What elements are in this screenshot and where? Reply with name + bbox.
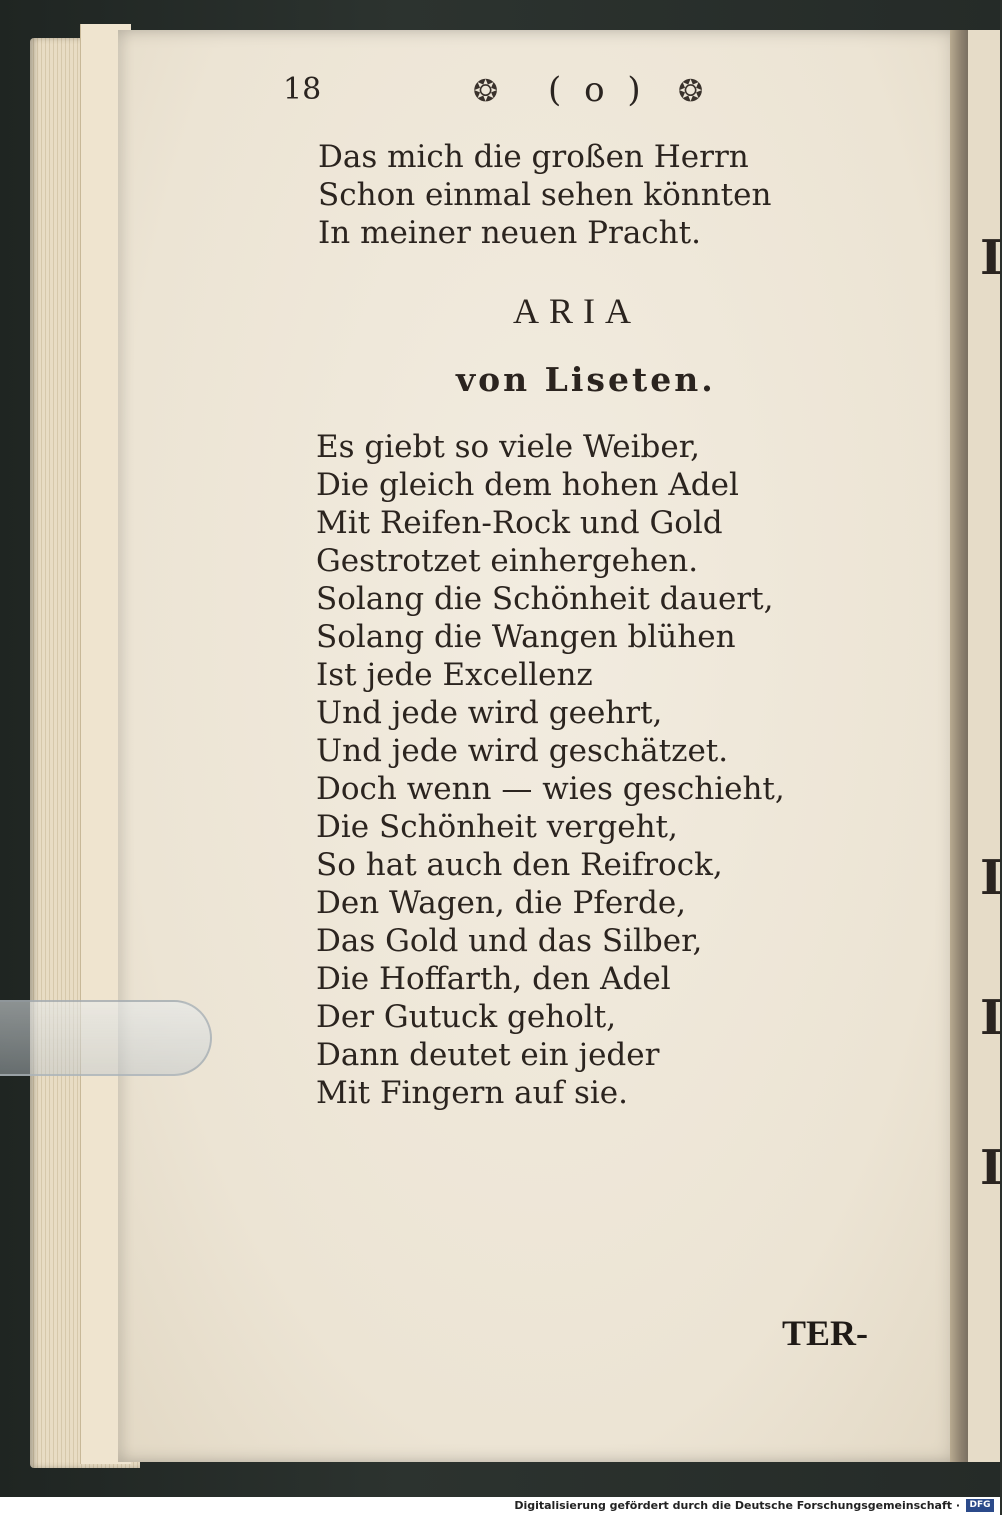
verse-line: Es giebt so viele Weiber,	[316, 429, 701, 465]
ornament-left-icon: ❂	[473, 74, 499, 109]
verse-line: Solang die Schönheit dauert,	[316, 581, 774, 617]
footer-credit: Digitalisierung gefördert durch die Deutsche Forschungsgemeinschaft ·	[514, 1499, 960, 1512]
aria-verse	[316, 428, 785, 1112]
verse-line: Mit Reifen-Rock und Gold	[316, 505, 723, 541]
ornament-right-icon: ❂	[678, 74, 704, 109]
verse-line: Ist jede Excellenz	[316, 657, 593, 693]
dfg-logo: DFG	[966, 1499, 994, 1512]
verse-line: Gestrotzet einhergehen.	[316, 543, 699, 579]
verse-line: Und jede wird geehrt,	[316, 695, 663, 731]
verse-line: Solang die Wangen blühen	[316, 619, 736, 655]
verse-line: Das Gold und das Silber,	[316, 923, 703, 959]
page-header	[283, 72, 723, 122]
verse-line: Dann deutet ein jeder	[316, 1037, 660, 1073]
facing-page-edge: I I I I	[968, 30, 1000, 1462]
verse-line: Das mich die großen Herrn	[318, 139, 749, 175]
verse-line: Der Gutuck geholt,	[316, 999, 617, 1035]
verse-line: In meiner neuen Pracht.	[318, 215, 701, 251]
verse-line: Die Schönheit vergeht,	[316, 809, 678, 845]
glass-clip	[0, 1000, 212, 1076]
top-verse	[318, 138, 771, 252]
verse-line: Die Hoffarth, den Adel	[316, 961, 671, 997]
verse-line: Und jede wird geschätzet.	[316, 733, 729, 769]
header-mark: ( o )	[548, 70, 647, 110]
footer-bar	[0, 1497, 1000, 1515]
page-number: 18	[283, 72, 322, 107]
verse-line: Doch wenn — wies geschieht,	[316, 771, 785, 807]
verse-line: Schon einmal sehen könnten	[318, 177, 772, 213]
verse-line: Mit Fingern auf sie.	[316, 1075, 628, 1111]
aria-title: ARIA	[513, 291, 641, 331]
aria-subtitle: von Liseten.	[456, 360, 716, 399]
verse-line: So hat auch den Reifrock,	[316, 847, 723, 883]
verse-line: Die gleich dem hohen Adel	[316, 467, 739, 503]
catchword: TER-	[782, 1313, 869, 1353]
verse-line: Den Wagen, die Pferde,	[316, 885, 687, 921]
